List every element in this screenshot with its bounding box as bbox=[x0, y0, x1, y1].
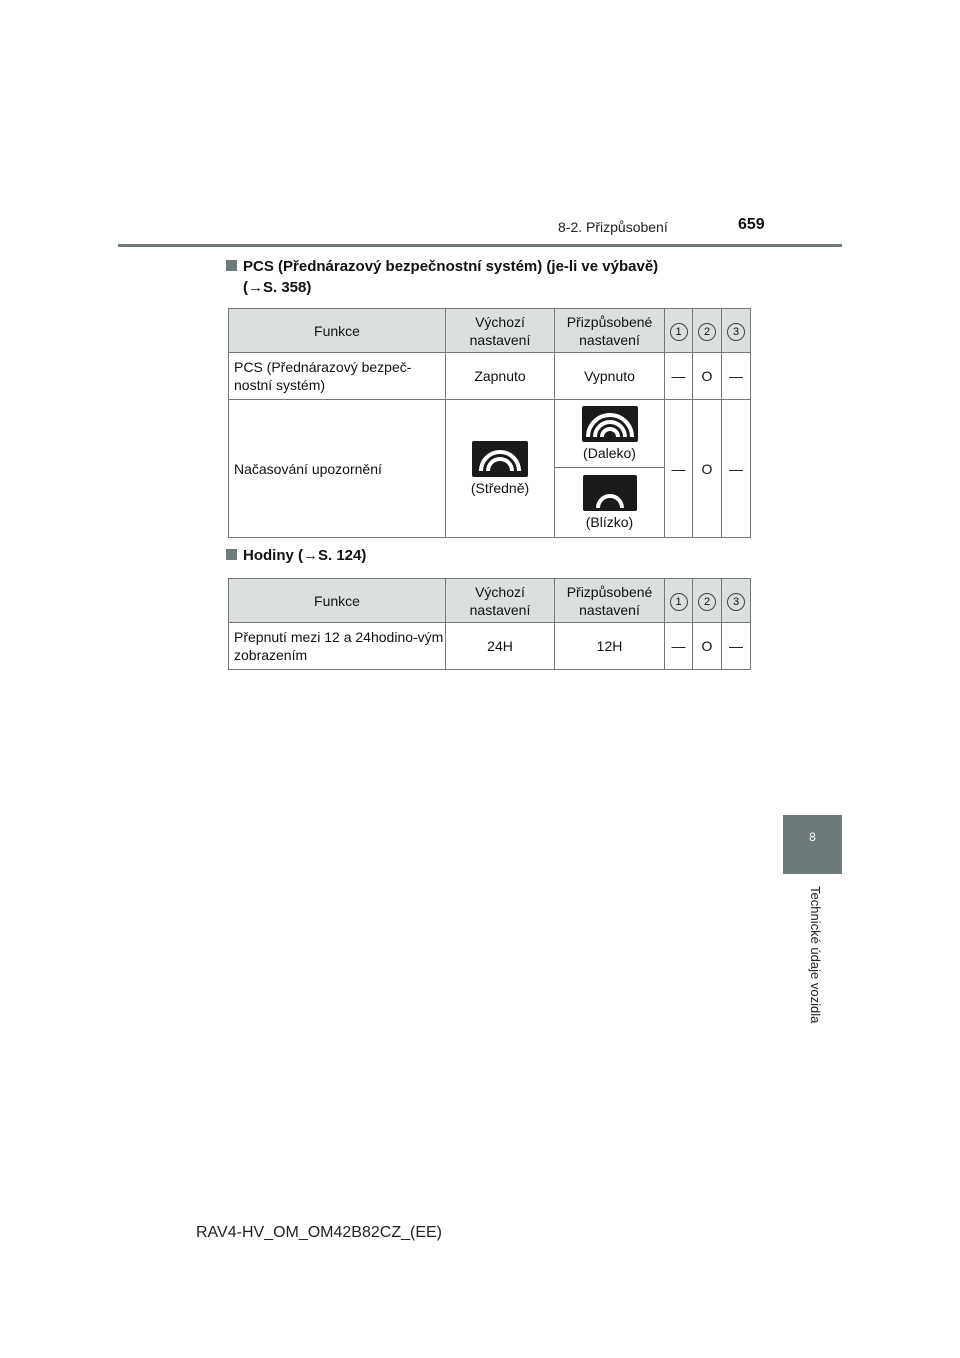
row-mode-2: O bbox=[693, 400, 722, 538]
col-header-mode-2 bbox=[693, 309, 722, 353]
pcs-reference: (→S. 358) bbox=[243, 279, 312, 296]
bullet-square-icon bbox=[226, 260, 237, 271]
radar-medium-icon bbox=[472, 441, 528, 477]
row-mode-3: — bbox=[722, 623, 751, 670]
page-number: 659 bbox=[738, 216, 765, 233]
circled-1: 1 bbox=[670, 593, 688, 611]
pcs-heading-text: PCS (Přednárazový bezpečnostní systém) (je-li ve výbavě) bbox=[243, 258, 659, 275]
col-header-mode-1 bbox=[665, 309, 693, 353]
circled-2: 2 bbox=[698, 593, 716, 611]
row-default: 24H bbox=[446, 623, 555, 670]
pcs-heading bbox=[226, 258, 658, 275]
circled-2: 2 bbox=[698, 323, 716, 341]
document-code: RAV4-HV_OM_OM42B82CZ_(EE) bbox=[196, 1224, 442, 1241]
col-header-mode-1 bbox=[665, 579, 693, 623]
col-header-default: Výchozí nastavení bbox=[446, 579, 555, 623]
col-header-function: Funkce bbox=[229, 309, 446, 353]
row-default: Zapnuto bbox=[446, 353, 555, 400]
row-default bbox=[446, 400, 555, 538]
table-row bbox=[229, 400, 751, 468]
col-header-mode-2 bbox=[693, 579, 722, 623]
table-header-row bbox=[229, 309, 751, 353]
row-mode-1: — bbox=[665, 353, 693, 400]
col-header-mode-3 bbox=[722, 579, 751, 623]
circled-1: 1 bbox=[670, 323, 688, 341]
header-rule bbox=[118, 244, 842, 247]
bullet-square-icon bbox=[226, 549, 237, 560]
col-header-custom: Přizpůsobené nastavení bbox=[555, 309, 665, 353]
row-mode-3: — bbox=[722, 400, 751, 538]
radar-far-icon bbox=[582, 406, 638, 442]
table-header-row bbox=[229, 579, 751, 623]
col-header-custom: Přizpůsobené nastavení bbox=[555, 579, 665, 623]
clock-table bbox=[228, 578, 751, 670]
circled-3: 3 bbox=[727, 323, 745, 341]
circled-3: 3 bbox=[727, 593, 745, 611]
row-function: Přepnutí mezi 12 a 24hodino-vým zobrazením bbox=[229, 623, 446, 670]
row-function: PCS (Přednárazový bezpeč-nostní systém) bbox=[229, 353, 446, 400]
pcs-table bbox=[228, 308, 751, 538]
row-custom: Vypnuto bbox=[555, 353, 665, 400]
chapter-tab: 8 bbox=[783, 815, 842, 874]
row-mode-2: O bbox=[693, 353, 722, 400]
col-header-function: Funkce bbox=[229, 579, 446, 623]
row-mode-1: — bbox=[665, 623, 693, 670]
caption-far: (Daleko) bbox=[583, 445, 636, 461]
table-row bbox=[229, 623, 751, 670]
row-custom: 12H bbox=[555, 623, 665, 670]
table-row bbox=[229, 353, 751, 400]
clock-heading bbox=[226, 547, 366, 564]
caption-medium: (Středně) bbox=[470, 480, 530, 496]
row-mode-3: — bbox=[722, 353, 751, 400]
row-mode-1: — bbox=[665, 400, 693, 538]
col-header-default: Výchozí nastavení bbox=[446, 309, 555, 353]
clock-heading-text: Hodiny (→S. 124) bbox=[243, 547, 367, 564]
row-mode-2: O bbox=[693, 623, 722, 670]
header-section-title: 8-2. Přizpůsobení bbox=[558, 219, 668, 235]
col-header-mode-3 bbox=[722, 309, 751, 353]
row-custom-near bbox=[555, 468, 665, 538]
caption-near: (Blízko) bbox=[585, 514, 634, 530]
row-custom-far bbox=[555, 400, 665, 468]
row-function: Načasování upozornění bbox=[229, 400, 446, 538]
radar-near-icon bbox=[583, 475, 637, 511]
chapter-label: Technické údaje vozidla bbox=[808, 886, 823, 1024]
